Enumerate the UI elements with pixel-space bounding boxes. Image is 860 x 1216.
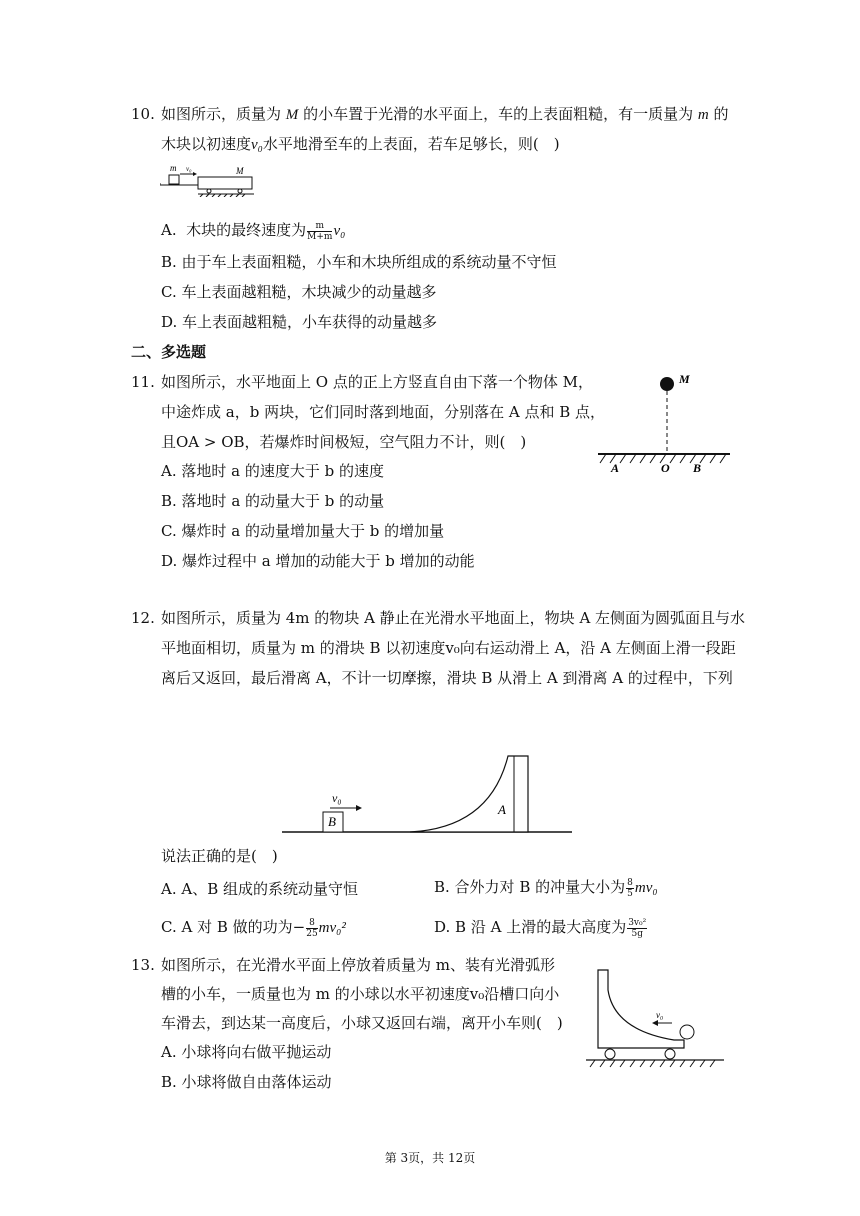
q10-line2 xyxy=(161,133,560,156)
q11-line2: 中途炸成 a，b 两块，它们同时落到地面，分别落在 A 点和 B 点， xyxy=(161,403,606,421)
q10-option-d: D. 车上表面越粗糙，小车获得的动量越多 xyxy=(161,313,438,331)
label-B: B xyxy=(328,814,336,829)
label-v0: v₀ xyxy=(656,1010,664,1020)
frac-top: 8 xyxy=(627,877,633,888)
fraction xyxy=(626,878,634,899)
label-M: M xyxy=(679,372,690,386)
section-heading: 二、多选题 xyxy=(131,343,207,361)
fraction xyxy=(307,221,332,242)
q11-option-b: B. 落地时 a 的动量大于 b 的动量 xyxy=(161,492,385,510)
q10-text: 的 xyxy=(713,105,729,123)
label-m: m xyxy=(170,163,177,173)
label-v0: v₀ xyxy=(186,165,192,173)
q10-text: 如图所示，质量为 xyxy=(161,105,282,123)
frac-bottom: M+m xyxy=(307,231,333,242)
label-O: O xyxy=(661,461,670,475)
q12-option-a: A. A、B 组成的系统动量守恒 xyxy=(161,880,358,898)
q13-line1 xyxy=(131,954,555,976)
q11-option-a: A. 落地时 a 的速度大于 b 的速度 xyxy=(161,462,384,480)
option-letter: A. xyxy=(161,221,177,239)
q10-number: 10. xyxy=(131,105,155,123)
q11-option-d: D. 爆炸过程中 a 增加的动能大于 b 增加的动能 xyxy=(161,552,475,570)
q13-number: 13. xyxy=(131,956,155,974)
q10-text: 水平地滑至车的上表面，若车足够长，则( ) xyxy=(262,135,560,153)
option-var: mv₀ xyxy=(634,880,658,896)
q12-line4: 说法正确的是( ) xyxy=(161,847,278,865)
q11-figure xyxy=(596,370,732,476)
option-text: 木块的最终速度为 xyxy=(186,221,307,239)
frac-bottom: 25 xyxy=(306,928,318,939)
q12-line1 xyxy=(131,607,745,629)
q13-text: 如图所示，在光滑水平面上停放着质量为 m、装有光滑弧形 xyxy=(161,956,555,974)
option-var: v₀ xyxy=(333,223,346,239)
frac-top: 3v₀² xyxy=(628,917,647,928)
q10-text: 的小车置于光滑的水平面上，车的上表面粗糙，有一质量为 xyxy=(303,105,694,123)
q12-line3: 离后又返回，最后滑离 A，不计一切摩擦，滑块 B 从滑上 A 到滑离 A 的过程中，下列 xyxy=(161,669,733,687)
frac-top: 8 xyxy=(306,918,317,929)
q10-line1 xyxy=(131,103,729,126)
option-var: mv₀² xyxy=(318,920,346,936)
q13-option-a: A. 小球将向右做平抛运动 xyxy=(161,1043,332,1061)
q12-line2: 平地面相切，质量为 m 的滑块 B 以初速度v₀向右运动滑上 A，沿 A 左侧面上滑一段距 xyxy=(161,639,736,657)
q13-line3: 车滑去，到达某一高度后，小球又返回右端，离开小车则( ) xyxy=(161,1014,563,1032)
q13-line2: 槽的小车，一质量也为 m 的小球以水平初速度v₀沿槽口向小 xyxy=(161,985,560,1003)
q12-number: 12. xyxy=(131,609,155,627)
q10-figure xyxy=(160,161,260,197)
label-A: A xyxy=(498,802,506,817)
q11-number: 11. xyxy=(131,373,155,391)
frac-bottom: 5g xyxy=(631,928,643,939)
q10-var: m xyxy=(697,107,709,123)
label-A: A xyxy=(611,461,620,475)
q12-option-d xyxy=(434,916,648,939)
q13-option-b: B. 小球将做自由落体运动 xyxy=(161,1073,332,1091)
q10-var: M xyxy=(285,107,299,123)
option-text: B. 合外力对 B 的冲量大小为 xyxy=(434,878,626,896)
frac-top: m xyxy=(307,221,332,232)
q11-line3: 且OA > OB，若爆炸时间极短，空气阻力不计，则( ) xyxy=(161,433,527,451)
q10-var: v₀ xyxy=(251,137,263,153)
q11-option-c: C. 爆炸时 a 的动量增加量大于 b 的增加量 xyxy=(161,522,445,540)
q12-text: 如图所示，质量为 4m 的物块 A 静止在光滑水平地面上，物块 A 左侧面为圆弧面且与水 xyxy=(161,609,746,627)
label-M: M xyxy=(236,166,244,176)
q10-option-b: B. 由于车上表面粗糙，小车和木块所组成的系统动量不守恒 xyxy=(161,253,557,271)
q10-option-a xyxy=(161,219,345,242)
label-B: B xyxy=(693,461,702,475)
q10-text: 木块以初速度 xyxy=(161,135,252,153)
q12-figure xyxy=(280,748,576,838)
q11-line1 xyxy=(131,371,593,393)
q12-option-c xyxy=(161,916,346,939)
q10-option-c: C. 车上表面越粗糙，木块减少的动量越多 xyxy=(161,283,437,301)
frac-bottom: 5 xyxy=(627,888,633,899)
fraction xyxy=(306,918,317,939)
q11-text: 如图所示，水平地面上 O 点的正上方竖直自由下落一个物体 M， xyxy=(161,373,593,391)
option-text: C. A 对 B 做的功为− xyxy=(161,918,306,936)
label-v0: v₀ xyxy=(332,791,342,805)
q12-option-b xyxy=(434,876,658,899)
option-text: D. B 沿 A 上滑的最大高度为 xyxy=(434,918,627,936)
fraction xyxy=(627,918,647,939)
q13-figure xyxy=(584,966,728,1068)
page-footer: 第 3页，共 12页 xyxy=(384,1151,476,1165)
